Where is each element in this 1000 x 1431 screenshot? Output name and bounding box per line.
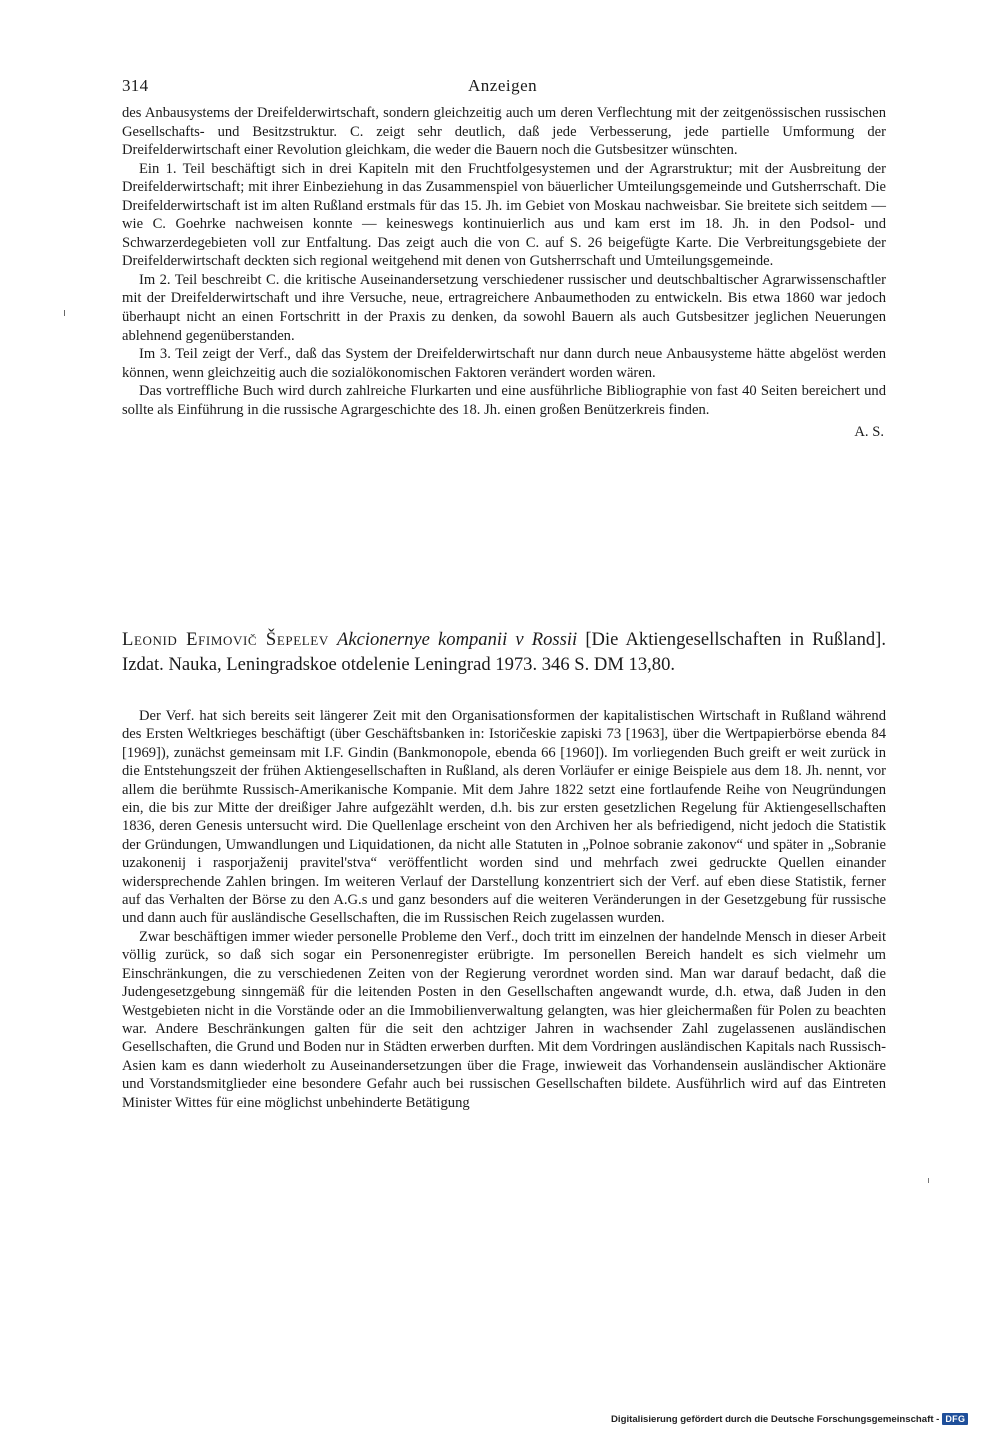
credit-text: Digitalisierung gefördert durch die Deutsche Forschungsgemeinschaft - <box>611 1413 940 1425</box>
reviewer-initials: A. S. <box>854 424 884 441</box>
review-author: Leonid Efimovič Šepelev <box>122 629 329 650</box>
paragraph: des Anbausystems der Dreifelderwirtschaft, sondern gleichzeitig auch um deren Verflechtung mit der zeitgenössischen russischen Gesellschafts- und Besitzstruktur. C. zeigt sehr deutlich, daß jede Verbesserung, jede partielle Umformung der Dreifelderwirtschaft einer Revolution gleichkam, die weder die Bauern noch die Gutsbesitzer wünschten. <box>122 105 886 159</box>
review-heading <box>122 628 886 677</box>
paragraph: Zwar beschäftigen immer wieder personelle Probleme den Verf., doch tritt im einzelnen der handelnde Mensch in dieser Arbeit völlig zurück, so daß sich sogar ein Personenregister erübrigte. Im personellen Bereich handelt es sich vielmehr um Einschränkungen, die zu verschiedenen Zeiten von der Regierung verordnet worden sind. Man war darauf bedacht, daß die Judengesetzgebung sinngemäß für die leitenden Posten in den Gesellschaften angewandt wurde, d.h. etwa, daß Juden in den Westgebieten nicht in die Vorstände oder an die Immobilienverwaltung gelangten, was hier gleichermaßen für Polen zu beachten war. Andere Beschränkungen galten für die seit den achtziger Jahren in wachsender Zahl zugelassenen ausländischen Gesellschaften, die Grund und Boden nur in Städten erwerben durften. Mit dem Vordringen ausländischen Kapitals nach Russisch-Asien kam es dann wiederholt zu Auseinandersetzungen über die Frage, inwieweit das Vorhandensein ausländischer Aktionäre und Vorstandsmitglieder eine besondere Gefahr auch bei russischen Gesellschaften bildete. Ausführlich wird auf das Eintreten Minister Wittes für eine möglichst unbehinderte Betätigung <box>122 928 886 1111</box>
review-text <box>122 707 886 1112</box>
margin-mark <box>64 310 65 316</box>
page-number: 314 <box>122 76 149 95</box>
review-details: [Die Aktiengesellschaften in Rußland]. Izdat. Nauka, Leningradskoe otdelenie Leningrad 1973. 346 S. DM 13,80. <box>122 629 886 675</box>
digitization-credit <box>611 1413 968 1425</box>
paragraph: Im 3. Teil zeigt der Verf., daß das System der Dreifelderwirtschaft nur dann durch neue Anbausysteme hätte abgelöst werden können, wenn gleichzeitig auch die sozialökonomischen Faktoren verändert worden wären. <box>122 346 886 381</box>
margin-mark <box>928 1178 929 1183</box>
paragraph: Der Verf. hat sich bereits seit längerer Zeit mit den Organisationsformen der kapitalistischen Wirtschaft in Rußland während des Ersten Weltkrieges beschäftigt (über Geschäftsbanken in: Istoričeskie zapiski 73 [1963], über die Wertpapierbörse ebenda 84 [1969]), zunächst gemeinsam mit I.F. Gindin (Bankmonopole, ebenda 66 [1960]). Im vorliegenden Buch greift er weit zurück in die Entstehungszeit der frühen Aktiengesellschaften in Rußland, als deren Vorläufer er einige Beispiele aus dem 18. Jh. nennt, vor allem die berühmte Russisch-Amerikanische Kompanie. Mit dem Jahre 1822 setzt eine fortlaufende Reihe von Neugründungen ein, die bis zur Mitte der dreißiger Jahre aufgezählt werden, d.h. bis zur ersten gesetzlichen Regelung für Aktiengesellschaften 1836, deren Genesis untersucht wird. Die Quellenlage erscheint von den Archiven her als befriedigend, nicht jedoch die Statistik der Gründungen, Umwandlungen und Liquidationen, da nicht alle Statuten in „Polnoe sobranie zakonov“ und später in „Sobranie uzakonenij i rasporjaženij pravitel'stva“ veröffentlicht worden sind und mehrfach zwei gedruckte Quellen einander widersprechende Zahlen bringen. Im weiteren Verlauf der Darstellung konzentriert sich der Verf. auf eben diese Statistik, ferner auf das Verhalten der Börse zu den A.G.s und ganz besonders auf die weiteren Veränderungen in der Gesetzgebung für russische und dann auch für ausländische Gesellschaften, die im Russischen Reich zugelassen wurden. <box>122 708 886 927</box>
review-title: Akcionernye kompanii v Rossii <box>336 629 578 650</box>
dfg-logo-icon: DFG <box>942 1413 968 1425</box>
paragraph: Das vortreffliche Buch wird durch zahlreiche Flurkarten und eine ausführliche Bibliographie von fast 40 Seiten bereichert und sollte als Einführung in die russische Agrargeschichte des 18. Jh. einen großen Benützerkreis finden. <box>122 383 886 418</box>
running-head: Anzeigen <box>468 76 538 95</box>
previous-review-text <box>122 104 886 442</box>
paragraph: Ein 1. Teil beschäftigt sich in drei Kapiteln mit den Fruchtfolgesystemen und der Agrarstruktur; mit der Ausbreitung der Dreifelderwirtschaft; mit ihrer Einbeziehung in das Zusammenspiel von bäuerlicher Umteilungsgemeinde und Gutsherrschaft. Die Dreifelderwirtschaft ist im alten Rußland erstmals für das 15. Jh. im Gebiet von Moskau nachweisbar. Sie breitete sich seitdem — wie C. Goehrke nachweisen konnte — keineswegs kontinuierlich aus und kam erst im 18. Jh. in den Podsol- und Schwarzerdegebieten voll zur Entfaltung. Das zeigt auch die von C. auf S. 26 beigefügte Karte. Die Verbreitungsgebiete der Dreifelderwirtschaft deckten sich regional weitgehend mit denen von Gutsherrschaft und Umteilungsgemeinde. <box>122 160 886 270</box>
paragraph: Im 2. Teil beschreibt C. die kritische Auseinandersetzung verschiedener russischer und deutschbaltischer Agrarwissenschaftler mit der Dreifelderwirtschaft und ihre Versuche, neue, ertragreichere Anbaumethoden zu entwickeln. Bis etwa 1860 war jedoch überhaupt nicht an einen Fortschritt in der Praxis zu denken, da sowohl Bauern als auch Gutsbesitzer jeglichen Neuerungen ablehnend gegenüberstanden. <box>122 271 886 344</box>
